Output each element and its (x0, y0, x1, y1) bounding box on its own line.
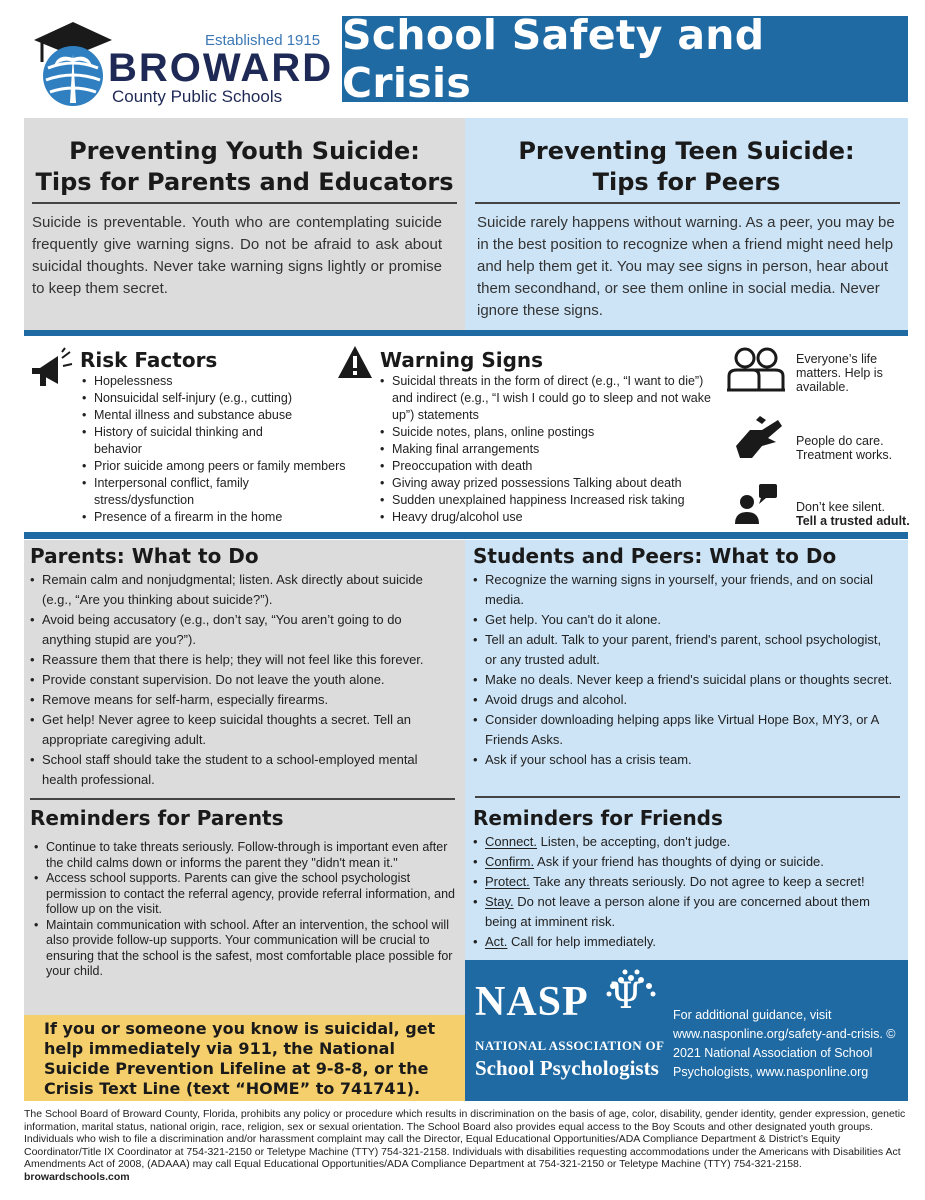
panel-parents-bottom (24, 540, 465, 1015)
students-what-to-do-title: Students and Peers: What to Do (473, 544, 837, 568)
warning-triangle-icon (336, 344, 374, 380)
side-text-life-matters: Everyone’s life matters. Help is available. (796, 352, 883, 394)
list-item: • Interpersonal conflict, family stress/dysfunction (82, 475, 294, 509)
students-what-to-do-list (473, 570, 893, 770)
panel-parents-educators (24, 118, 465, 330)
item-key: Act. (485, 934, 508, 949)
divider (475, 796, 900, 798)
list-item: • Making final arrangements (380, 441, 715, 458)
footer-text: The School Board of Broward County, Florida, prohibits any policy or procedure which results in discrimination on the basis of age, color, disability, gender identity, gender expression, genetic information, marital status, national origin, race, religion, sex or sexual orientation. The School Board also provides equal access to the Boy Scouts and other designated youth groups. Individuals who wish to file a discrimination and/or harassment complaint may call the Director, Equal Educational Opportunities/ADA Compliance Department & District’s Equity Coordinator/Title IX Coordinator at 754-321-2150 or Teletype Machine (TTY) 754-321-2158. Individuals with disabilities requesting accommodations under the Americans with Disabilities Act Amendments Act of 2008, (ADAAA) may call Equal Educational Opportunities/ADA Compliance Department at 754-321-2150 or Teletype Machine (TTY) 754-321-2158. (24, 1108, 906, 1170)
list-item: • Continue to take threats seriously. Follow-through is important even after the child calms down or informs the parent they "didn't mean it." (34, 840, 462, 871)
list-item (473, 852, 898, 872)
item-text: Call for help immediately. (507, 934, 656, 949)
nasp-logo-text: NASP (475, 979, 589, 1025)
warning-signs-title: Warning Signs (380, 348, 544, 372)
list-item: • Consider downloading helping apps like Virtual Hope Box, MY3, or A Friends Asks. (473, 710, 893, 750)
list-item: • Avoid being accusatory (e.g., don’t say, “You aren’t going to do anything stupid are you?”). (30, 610, 452, 650)
list-item: • Sudden unexplained happiness Increased risk taking (380, 492, 715, 509)
item-text: Listen, be accepting, don't judge. (537, 834, 731, 849)
list-item: • Preoccupation with death (380, 458, 715, 475)
divider (32, 202, 457, 204)
list-item: • Avoid drugs and alcohol. (473, 690, 893, 710)
list-item: • Remove means for self-harm, especially firearms. (30, 690, 452, 710)
side-text-dont-keep-silent (796, 500, 911, 528)
broward-logo (20, 14, 334, 109)
list-item: • Heavy drug/alcohol use (380, 509, 715, 526)
intro-parents: Suicide is preventable. Youth who are contemplating suicide frequently give warning signs. Do not be afraid to ask about suicidal thoughts. Never take warning signs lightly or promise to keep them secret. (32, 214, 442, 297)
heading-line-1: Preventing Teen Suicide: (518, 137, 855, 165)
list-item: • History of suicidal thinking and behavior (82, 424, 274, 458)
reminders-friends-list (473, 832, 898, 952)
people-icon (725, 346, 787, 392)
person-speech-icon (733, 482, 779, 526)
list-item: • Maintain communication with school. After an intervention, the school will also provide follow-up supports. Your communication will be crucial to ensuring that the school is the safest, most comfortable place possible for your child. (34, 918, 462, 980)
reminders-friends-title: Reminders for Friends (473, 806, 723, 830)
footer-site-link[interactable]: browardschools.com (24, 1170, 130, 1183)
item-key: Stay. (485, 894, 514, 909)
heading-teen-suicide (465, 136, 908, 198)
item-key: Connect. (485, 834, 538, 849)
crisis-callout (24, 1015, 465, 1101)
list-item: • Make no deals. Never keep a friend's suicidal plans or thoughts secret. (473, 670, 893, 690)
list-item: • Suicide notes, plans, online postings (380, 424, 715, 441)
warning-signs-list (380, 373, 715, 526)
list-item (473, 892, 898, 932)
heading-youth-suicide (24, 136, 465, 198)
graduation-cap-globe-icon (28, 18, 118, 110)
list-item: • Reassure them that there is help; they will not feel like this forever. (30, 650, 452, 670)
reminders-parents-list (34, 840, 462, 980)
parents-what-to-do-title: Parents: What to Do (30, 544, 259, 568)
list-item: • Get help! Never agree to keep suicidal thoughts a secret. Tell an appropriate caregiving adult. (30, 710, 452, 750)
list-item: • School staff should take the student to a school-employed mental health professional. (30, 750, 452, 790)
established-text: Established 1915 (205, 32, 321, 49)
heading-line-2: Tips for Peers (592, 168, 781, 196)
nasp-info-text: For additional guidance, visit www.nasponline.org/safety-and-crisis. © 2021 National Association of School Psychologists, www.nasponline.org (673, 1008, 896, 1079)
list-item: • Tell an adult. Talk to your parent, friend's parent, school psychologist, or any trusted adult. (473, 630, 893, 670)
list-item: • Remain calm and nonjudgmental; listen. Ask directly about suicide (e.g., “Are you thinking about suicide?”). (30, 570, 452, 610)
title-banner (342, 11, 908, 107)
parents-what-to-do-list (30, 570, 452, 790)
nasp-panel (465, 960, 908, 1101)
list-item (473, 832, 898, 852)
list-item: • Presence of a firearm in the home (82, 509, 362, 526)
heading-line-1: Preventing Youth Suicide: (69, 137, 420, 165)
brand-subtitle: County Public Schools (112, 87, 283, 106)
list-item (473, 932, 898, 952)
item-key: Confirm. (485, 854, 535, 869)
list-item: • Giving away prized possessions Talking about death (380, 475, 715, 492)
risk-factors-title: Risk Factors (80, 348, 218, 372)
section-divider-bar (24, 330, 908, 336)
reminders-parents-title: Reminders for Parents (30, 806, 284, 830)
list-item: • Nonsuicidal self-injury (e.g., cutting) (82, 390, 362, 407)
list-item: • Provide constant supervision. Do not leave the youth alone. (30, 670, 452, 690)
page-title: School Safety and Crisis (342, 11, 765, 107)
side-text-line: Don’t kee silent. (796, 500, 885, 514)
crisis-callout-text: If you or someone you know is suicidal, get help immediately via 911, the National Suicide Prevention Lifeline at 9-8-8, or the Crisis Text Line (text “HOME” to 741741). (44, 1019, 436, 1098)
list-item: • Recognize the warning signs in yourself, your friends, and on social media. (473, 570, 893, 610)
brand-name: BROWARD (108, 46, 334, 90)
list-item: • Access school supports. Parents can give the school psychologist permission to contact the referral agency, provide referral information, and follow up on the visit. (34, 871, 462, 918)
nasp-org-line1: NATIONAL ASSOCIATION OF (475, 1038, 665, 1053)
list-item: • Get help. You can't do it alone. (473, 610, 893, 630)
divider (475, 202, 900, 204)
item-key: Protect. (485, 874, 530, 889)
list-item: • Ask if your school has a crisis team. (473, 750, 893, 770)
helping-hands-icon (732, 416, 784, 462)
heading-line-2: Tips for Parents and Educators (35, 168, 454, 196)
list-item: • Prior suicide among peers or family members (82, 458, 362, 475)
megaphone-icon (28, 346, 76, 394)
panel-students-bottom (465, 540, 908, 960)
list-item: • Mental illness and substance abuse (82, 407, 362, 424)
tell-trusted-adult-text: Tell a trusted adult. (796, 514, 910, 528)
item-text: Ask if your friend has thoughts of dying or suicide. (534, 854, 824, 869)
list-item: • Suicidal threats in the form of direct (e.g., “I want to die”) and indirect (e.g., “I wish I could go to sleep and not wake up”) statements (380, 373, 715, 424)
list-item: • Hopelessness (82, 373, 362, 390)
list-item (473, 872, 898, 892)
divider (30, 798, 455, 800)
item-text: Take any threats seriously. Do not agree to keep a secret! (529, 874, 865, 889)
nasp-org-line2: School Psychologists (475, 1056, 659, 1080)
psi-symbol: Ψ (610, 976, 642, 1017)
item-text: Do not leave a person alone if you are concerned about them being at imminent risk. (485, 894, 870, 929)
risk-factors-list (82, 373, 362, 526)
panel-peers (465, 118, 908, 330)
footer-disclaimer (24, 1108, 908, 1183)
side-text-people-care: People do care. Treatment works. (796, 434, 893, 462)
section-divider-bar (24, 532, 908, 539)
intro-peers: Suicide rarely happens without warning. As a peer, you may be in the best position to recognize when a friend might need help and help them get it. You may see signs in person, hear about them secondhand, or see them online in social media. Never ignore these signs. (477, 214, 895, 319)
